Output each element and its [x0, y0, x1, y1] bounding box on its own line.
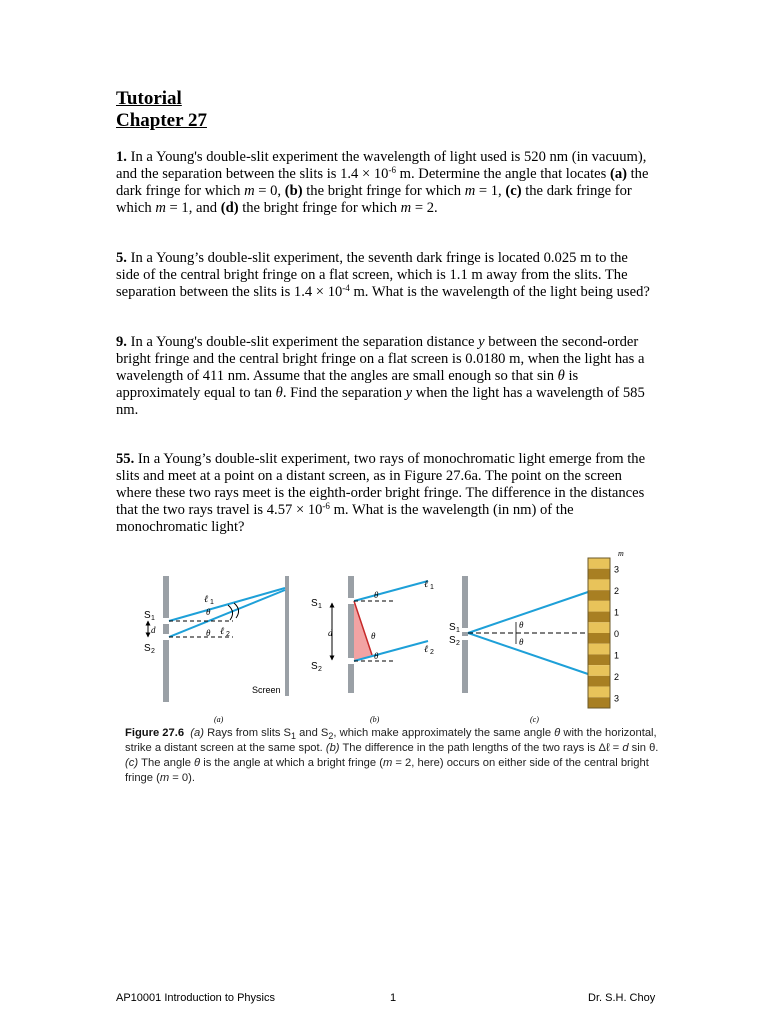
- question-text: between the second-order bright fringe and the central bright fringe on a flat screen is 0.0180 m, when the light has a wavelength of 411 nm. Assume that the angles are small enough so that sin: [116, 334, 645, 384]
- figure-label: Figure 27.6: [125, 727, 185, 739]
- s2-label: S: [144, 643, 151, 654]
- ray-lower-c: [468, 633, 588, 674]
- l2-label: ℓ: [220, 626, 225, 637]
- caption-text: = 2, here) occurs on either side of the central bright fringe (: [125, 757, 649, 784]
- question-1: [116, 149, 650, 217]
- ray-1-a: [169, 588, 285, 621]
- variable: m: [382, 757, 393, 769]
- slit-2-opening: [348, 658, 354, 664]
- theta-label: θ: [206, 607, 211, 617]
- theta-label: θ: [519, 637, 524, 647]
- fringe-band: [588, 579, 610, 590]
- fringe-order-label: 2: [614, 586, 620, 597]
- panel-a-label: (a): [214, 715, 224, 724]
- ray-2-a: [169, 590, 285, 637]
- question-text: = 1,: [475, 183, 506, 199]
- caption-part: (c): [125, 757, 139, 769]
- l1-subscript: 1: [430, 584, 434, 591]
- s2-subscript: 2: [456, 640, 460, 647]
- part-label: (a): [609, 166, 627, 182]
- fringe-band: [588, 558, 610, 569]
- fringe-band: [588, 590, 610, 601]
- panel-c-label: (c): [530, 715, 539, 724]
- question-text: = 2.: [411, 200, 438, 216]
- fringe-band: [588, 644, 610, 655]
- fringe-band: [588, 601, 610, 612]
- fringe-order-label: 2: [614, 671, 620, 682]
- l2-label: ℓ: [424, 644, 429, 655]
- variable: θ: [275, 385, 283, 401]
- exponent: -6: [322, 501, 330, 511]
- panel-c: [449, 549, 624, 724]
- question-text: the bright fringe for which: [238, 200, 401, 216]
- part-label: (c): [505, 183, 522, 199]
- caption-text: = 0).: [169, 772, 195, 784]
- question-text: is approximately equal to tan: [116, 368, 579, 401]
- slit-barrier-b: [348, 576, 354, 693]
- question-text: m. Determine the angle that locates: [395, 166, 610, 182]
- footer-course: AP10001 Introduction to Physics: [116, 992, 275, 1004]
- fringe-order-label: 1: [614, 650, 620, 661]
- slit-1-opening: [348, 598, 354, 604]
- caption-text: The angle: [138, 757, 195, 769]
- screen-a: [285, 576, 289, 696]
- s2-subscript: 2: [318, 666, 322, 673]
- theta-label: θ: [374, 651, 379, 661]
- caption-text: , which make approximately the same angle: [333, 727, 555, 739]
- variable: m: [155, 200, 166, 216]
- caption-text: sin θ.: [628, 742, 659, 754]
- figure-caption: [125, 726, 665, 786]
- question-number: 1.: [116, 149, 127, 165]
- question-text: the bright fringe for which: [302, 183, 465, 199]
- s1-label: S: [449, 622, 456, 633]
- caption-part: (a): [190, 727, 204, 739]
- variable: m: [464, 183, 476, 199]
- question-text: the dark fringe for which: [116, 166, 649, 199]
- d-label: d: [151, 625, 156, 635]
- fringe-band: [588, 665, 610, 676]
- page-title: Tutorial: [116, 88, 182, 109]
- caption-part: (b): [325, 742, 340, 754]
- s2-subscript: 2: [151, 648, 155, 655]
- s1-subscript: 1: [151, 615, 155, 622]
- fringe-screen: [588, 558, 619, 708]
- question-text: = 1, and: [165, 200, 221, 216]
- l2-subscript: 2: [226, 631, 230, 638]
- s2-label: S: [311, 661, 318, 672]
- question-text: In a Young's double-slit experiment the wavelength of light used is 520 nm (in vacuum), and the separation between the slits is 1.4 × 10: [116, 149, 647, 182]
- fringe-band: [588, 612, 610, 623]
- m-label: m: [618, 549, 624, 558]
- s1-subscript: 1: [318, 603, 322, 610]
- theta-label: θ: [206, 628, 211, 638]
- question-text: m. What is the wavelength (in nm) of the monochromatic light?: [116, 502, 574, 535]
- theta-label: θ: [371, 631, 376, 641]
- double-slit-figure: [118, 548, 658, 728]
- fringe-band: [588, 569, 610, 580]
- question-number: 9.: [116, 334, 127, 350]
- l1-label: ℓ: [424, 579, 429, 590]
- panel-b: [311, 576, 434, 724]
- question-text: = 0,: [254, 183, 285, 199]
- footer-page-number: 1: [390, 992, 397, 1004]
- variable: y: [405, 385, 413, 401]
- exponent: -6: [388, 165, 396, 175]
- variable: m: [244, 183, 255, 199]
- chapter-heading: Chapter 27: [116, 110, 207, 131]
- l2-subscript: 2: [430, 649, 434, 656]
- caption-text: is the angle at which a bright fringe (: [200, 757, 383, 769]
- caption-text: with the horizontal, strike a distant screen at the same spot.: [125, 727, 657, 754]
- fringe-order-label: 3: [614, 693, 620, 704]
- slit-barrier-c: [462, 576, 468, 693]
- fringe-order-label: 1: [614, 607, 620, 618]
- fringe-band: [588, 622, 610, 633]
- theta-label: θ: [374, 590, 379, 600]
- question-text: In a Young’s double-slit experiment, the seventh dark fringe is located 0.025 m to the side of the central bright fringe on a flat screen, which is 1.1 m away from the slits. The separation between the slits is 1.4 × 10: [116, 250, 628, 300]
- question-text: the dark fringe for which: [116, 183, 632, 216]
- question-text: In a Young’s double-slit experiment, two rays of monochromatic light emerge from the slits and meet at a point on a distant screen, as in Figure 27.6a. The point on the screen where these two rays meet is the eighth-order bright fringe. The difference in the distances that the two rays travel is 4.57 × 10: [116, 451, 646, 518]
- variable: y: [478, 334, 485, 350]
- l1-label: ℓ: [204, 594, 209, 605]
- panel-b-label: (b): [370, 715, 380, 724]
- fringe-order-label: 3: [614, 564, 620, 575]
- s1-subscript: 1: [456, 627, 460, 634]
- screen-label: Screen: [252, 685, 281, 695]
- subscript: 2: [328, 731, 334, 741]
- s2-label: S: [449, 635, 456, 646]
- question-55: [116, 451, 650, 536]
- fringe-band: [588, 676, 610, 687]
- slit-1-opening: [163, 618, 169, 624]
- slit-2-opening: [163, 634, 169, 640]
- question-text: m. What is the wavelength of the light being used?: [349, 284, 650, 300]
- question-5: [116, 250, 650, 301]
- caption-text: The difference in the path lengths of the two rays is Δℓ =: [339, 742, 623, 754]
- slit-1-opening: [462, 628, 468, 632]
- variable: m: [400, 200, 412, 216]
- variable: θ: [554, 727, 561, 739]
- panel-a: [144, 576, 289, 724]
- l1-subscript: 1: [210, 599, 214, 606]
- question-9: [116, 334, 650, 419]
- question-number: 55.: [116, 451, 135, 467]
- d-label: d: [328, 628, 333, 638]
- fringe-band: [588, 654, 610, 665]
- exponent: -4: [342, 283, 350, 293]
- caption-text: Rays from slits S: [203, 727, 292, 739]
- ray-upper-c: [468, 592, 588, 633]
- question-text: . Find the separation: [282, 385, 406, 401]
- fringe-band: [588, 687, 610, 698]
- variable: θ: [557, 368, 565, 384]
- variable: m: [159, 772, 170, 784]
- theta-label: θ: [519, 620, 524, 630]
- footer-author: Dr. S.H. Choy: [588, 992, 656, 1004]
- question-number: 5.: [116, 250, 127, 266]
- part-label: (d): [220, 200, 239, 216]
- question-text: In a Young's double-slit experiment the separation distance: [130, 334, 479, 350]
- part-label: (b): [284, 183, 303, 199]
- variable: d: [622, 742, 629, 754]
- caption-text: and S: [296, 727, 329, 739]
- subscript: 1: [291, 731, 297, 741]
- s1-label: S: [144, 610, 151, 621]
- question-text: when the light has a wavelength of 585 nm.: [116, 385, 645, 418]
- ray-1-b: [354, 581, 428, 601]
- fringe-band: [588, 697, 610, 708]
- fringe-order-label: 0: [614, 629, 620, 639]
- slit-2-opening: [462, 636, 468, 640]
- variable: θ: [194, 757, 201, 769]
- s1-label: S: [311, 598, 318, 609]
- fringe-band: [588, 633, 610, 644]
